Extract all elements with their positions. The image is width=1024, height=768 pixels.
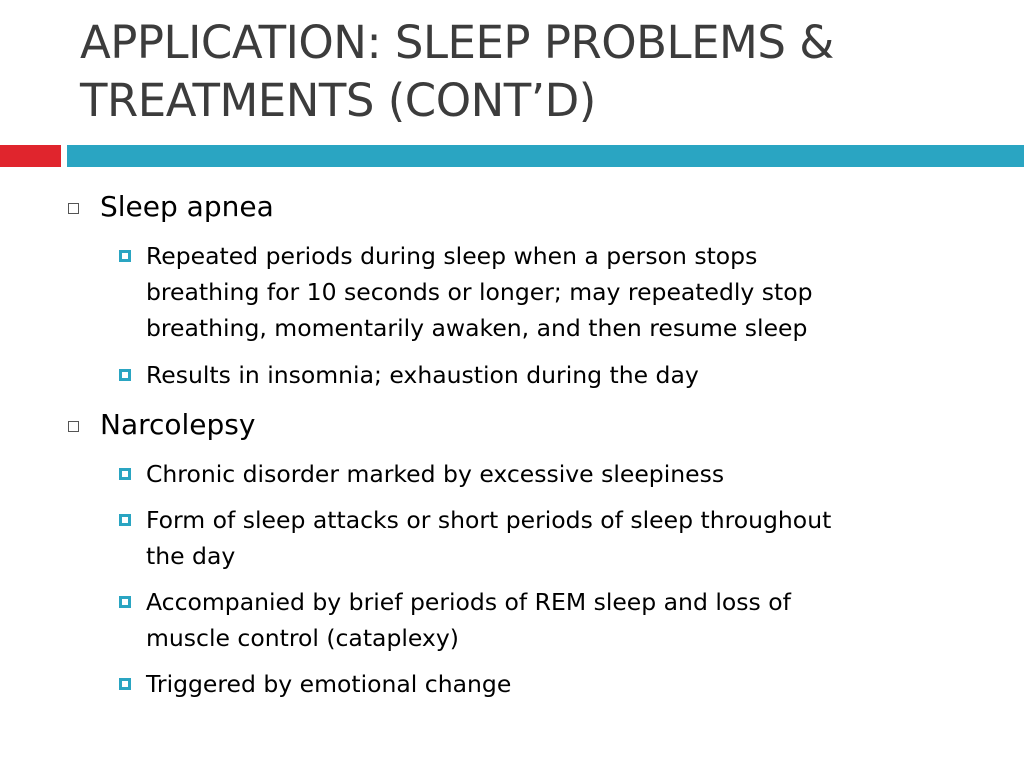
square-bullet-icon xyxy=(119,468,131,480)
hollow-square-bullet-icon xyxy=(68,203,79,214)
bullet-item xyxy=(146,502,946,574)
bullet-item xyxy=(146,584,946,656)
section-heading-narcolepsy: Narcolepsy xyxy=(100,408,256,441)
bullet-item xyxy=(146,357,946,393)
bullet-line: the day xyxy=(146,542,236,570)
slide-title-line-2: TREATMENTS (CONT’D) xyxy=(80,74,596,127)
square-bullet-icon xyxy=(119,678,131,690)
bullet-line: Chronic disorder marked by excessive sleepiness xyxy=(146,460,725,488)
section-heading-sleep-apnea: Sleep apnea xyxy=(100,190,274,223)
slide-title-line-1: APPLICATION: SLEEP PROBLEMS & xyxy=(80,16,834,69)
hollow-square-bullet-icon xyxy=(68,421,79,432)
square-bullet-icon xyxy=(119,514,131,526)
bullet-line: Triggered by emotional change xyxy=(146,670,512,698)
bullet-line: Repeated periods during sleep when a person stops xyxy=(146,242,758,270)
square-bullet-icon xyxy=(119,250,131,262)
bullet-line: breathing for 10 seconds or longer; may repeatedly stop xyxy=(146,278,813,306)
bullet-line: Results in insomnia; exhaustion during the day xyxy=(146,361,699,389)
square-bullet-icon xyxy=(119,596,131,608)
bullet-item xyxy=(146,238,946,346)
bullet-line: breathing, momentarily awaken, and then resume sleep xyxy=(146,314,808,342)
bullet-line: Form of sleep attacks or short periods of sleep throughout xyxy=(146,506,832,534)
bullet-item xyxy=(146,456,946,492)
square-bullet-icon xyxy=(119,369,131,381)
bullet-line: muscle control (cataplexy) xyxy=(146,624,459,652)
bullet-item xyxy=(146,666,946,702)
bullet-line: Accompanied by brief periods of REM sleep and loss of xyxy=(146,588,791,616)
